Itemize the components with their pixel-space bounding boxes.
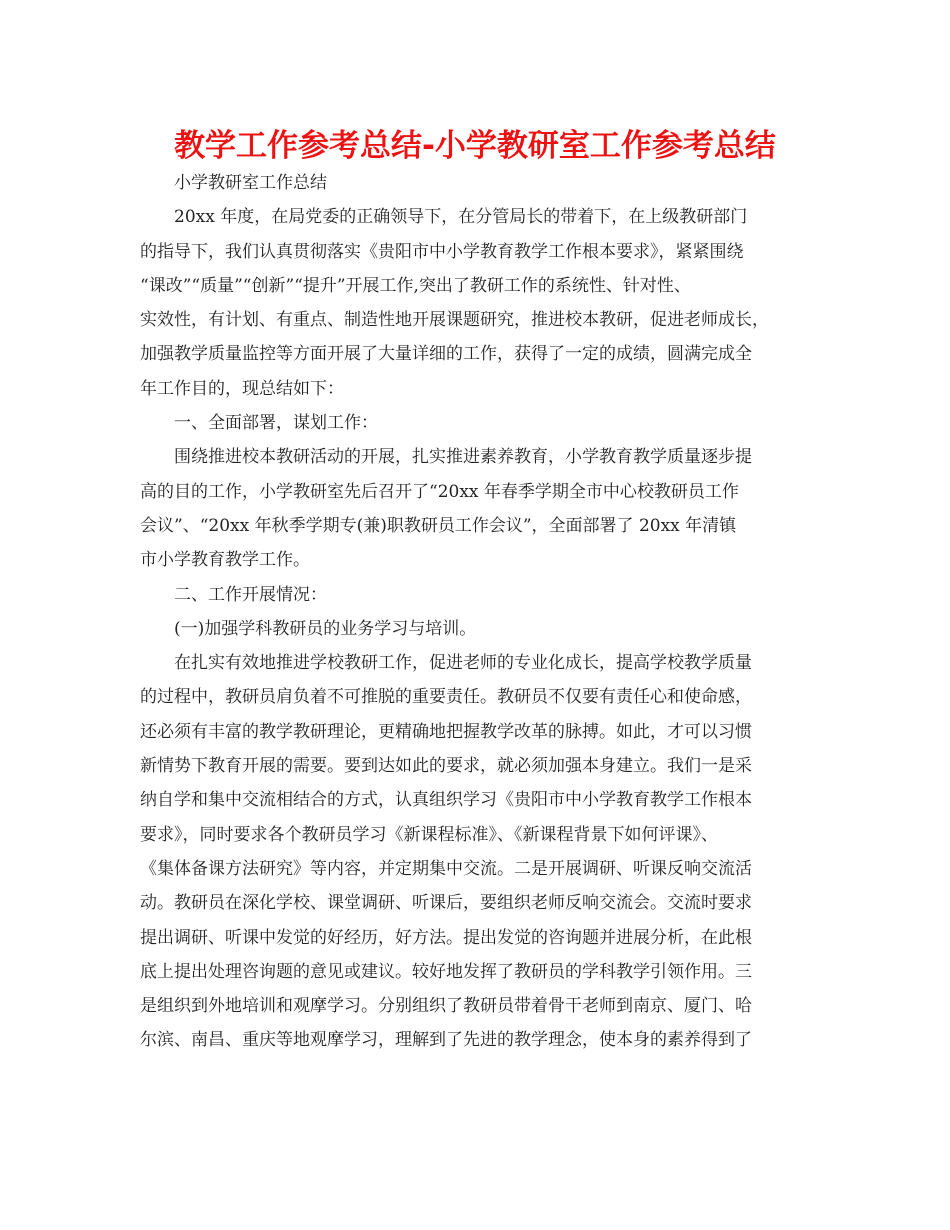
text-line: 动。教研员在深化学校、课堂调研、听课后，要组织老师反响交流会。交流时要求 bbox=[140, 893, 752, 914]
text-line: 新情势下教育开展的需要。要到达如此的要求，就必须加强本身建立。我们一是采 bbox=[140, 756, 752, 777]
text-line: 要求》，同时要求各个教研员学习《新课程标准》、《新课程背景下如何评课》、 bbox=[140, 824, 718, 845]
text-line: 的指导下，我们认真贯彻落实《贵阳市中小学教育教学工作根本要求》，紧紧围绕 bbox=[140, 241, 744, 262]
text-line: 二、工作开展情况： bbox=[174, 584, 327, 605]
text-line: 在扎实有效地推进学校教研工作，促进老师的专业化成长，提高学校教学质量 bbox=[174, 653, 752, 674]
text-line: 是组织到外地培训和观摩学习。分别组织了教研员带着骨干老师到南京、厦门、哈 bbox=[140, 996, 752, 1017]
text-line: 提出调研、听课中发觉的好经历，好方法。提出发觉的咨询题并进展分析，在此根 bbox=[140, 927, 752, 948]
document-body bbox=[140, 166, 818, 1058]
text-line: 底上提出处理咨询题的意见或建议。较好地发挥了教研员的学科教学引领作用。三 bbox=[140, 961, 752, 982]
text-line: 加强教学质量监控等方面开展了大量详细的工作，获得了一定的成绩，圆满完成全 bbox=[140, 344, 752, 365]
text-line: 还必须有丰富的教学教研理论，更精确地把握教学改革的脉搏。如此，才可以习惯 bbox=[140, 721, 752, 742]
text-line: (一)加强学科教研员的业务学习与培训。 bbox=[174, 618, 477, 639]
text-line: 市小学教育教学工作。 bbox=[140, 550, 310, 571]
text-line: 纳自学和集中交流相结合的方式，认真组织学习《贵阳市中小学教育教学工作根本 bbox=[140, 790, 752, 811]
text-line: 年工作目的，现总结如下： bbox=[140, 378, 344, 399]
text-line: 小学教研室工作总结 bbox=[174, 173, 327, 193]
text-line: “课改”“质量”“创新”“提升”开展工作,突出了教研工作的系统性、针对性、 bbox=[140, 275, 691, 296]
text-line: 20xx 年度，在局党委的正确领导下，在分管局长的带着下，在上级教研部门 bbox=[174, 207, 748, 228]
text-line: 尔滨、南昌、重庆等地观摩学习，理解到了先进的教学理念，使本身的素养得到了 bbox=[140, 1030, 752, 1051]
text-line: 一、全面部署，谋划工作： bbox=[174, 413, 378, 434]
text-line: 高的目的工作，小学教研室先后召开了“20xx 年春季学期全市中心校教研员工作 bbox=[140, 481, 739, 502]
text-line: 的过程中，教研员肩负着不可推脱的重要责任。教研员不仅要有责任心和使命感， bbox=[140, 687, 752, 708]
text-line: 《集体备课方法研究》等内容，并定期集中交流。二是开展调研、听课反响交流活 bbox=[140, 858, 752, 879]
text-line: 围绕推进校本教研活动的开展，扎实推进素养教育，小学教育教学质量逐步提 bbox=[174, 447, 752, 468]
document-title: 教学工作参考总结-小学教研室工作参考总结 bbox=[174, 128, 776, 164]
text-line: 实效性，有计划、有重点、制造性地开展课题研究，推进校本教研，促进老师成长， bbox=[140, 310, 769, 331]
text-line: 会议”、“20xx 年秋季学期专(兼)职教研员工作会议”，全面部署了 20xx 年清镇 bbox=[140, 515, 737, 536]
